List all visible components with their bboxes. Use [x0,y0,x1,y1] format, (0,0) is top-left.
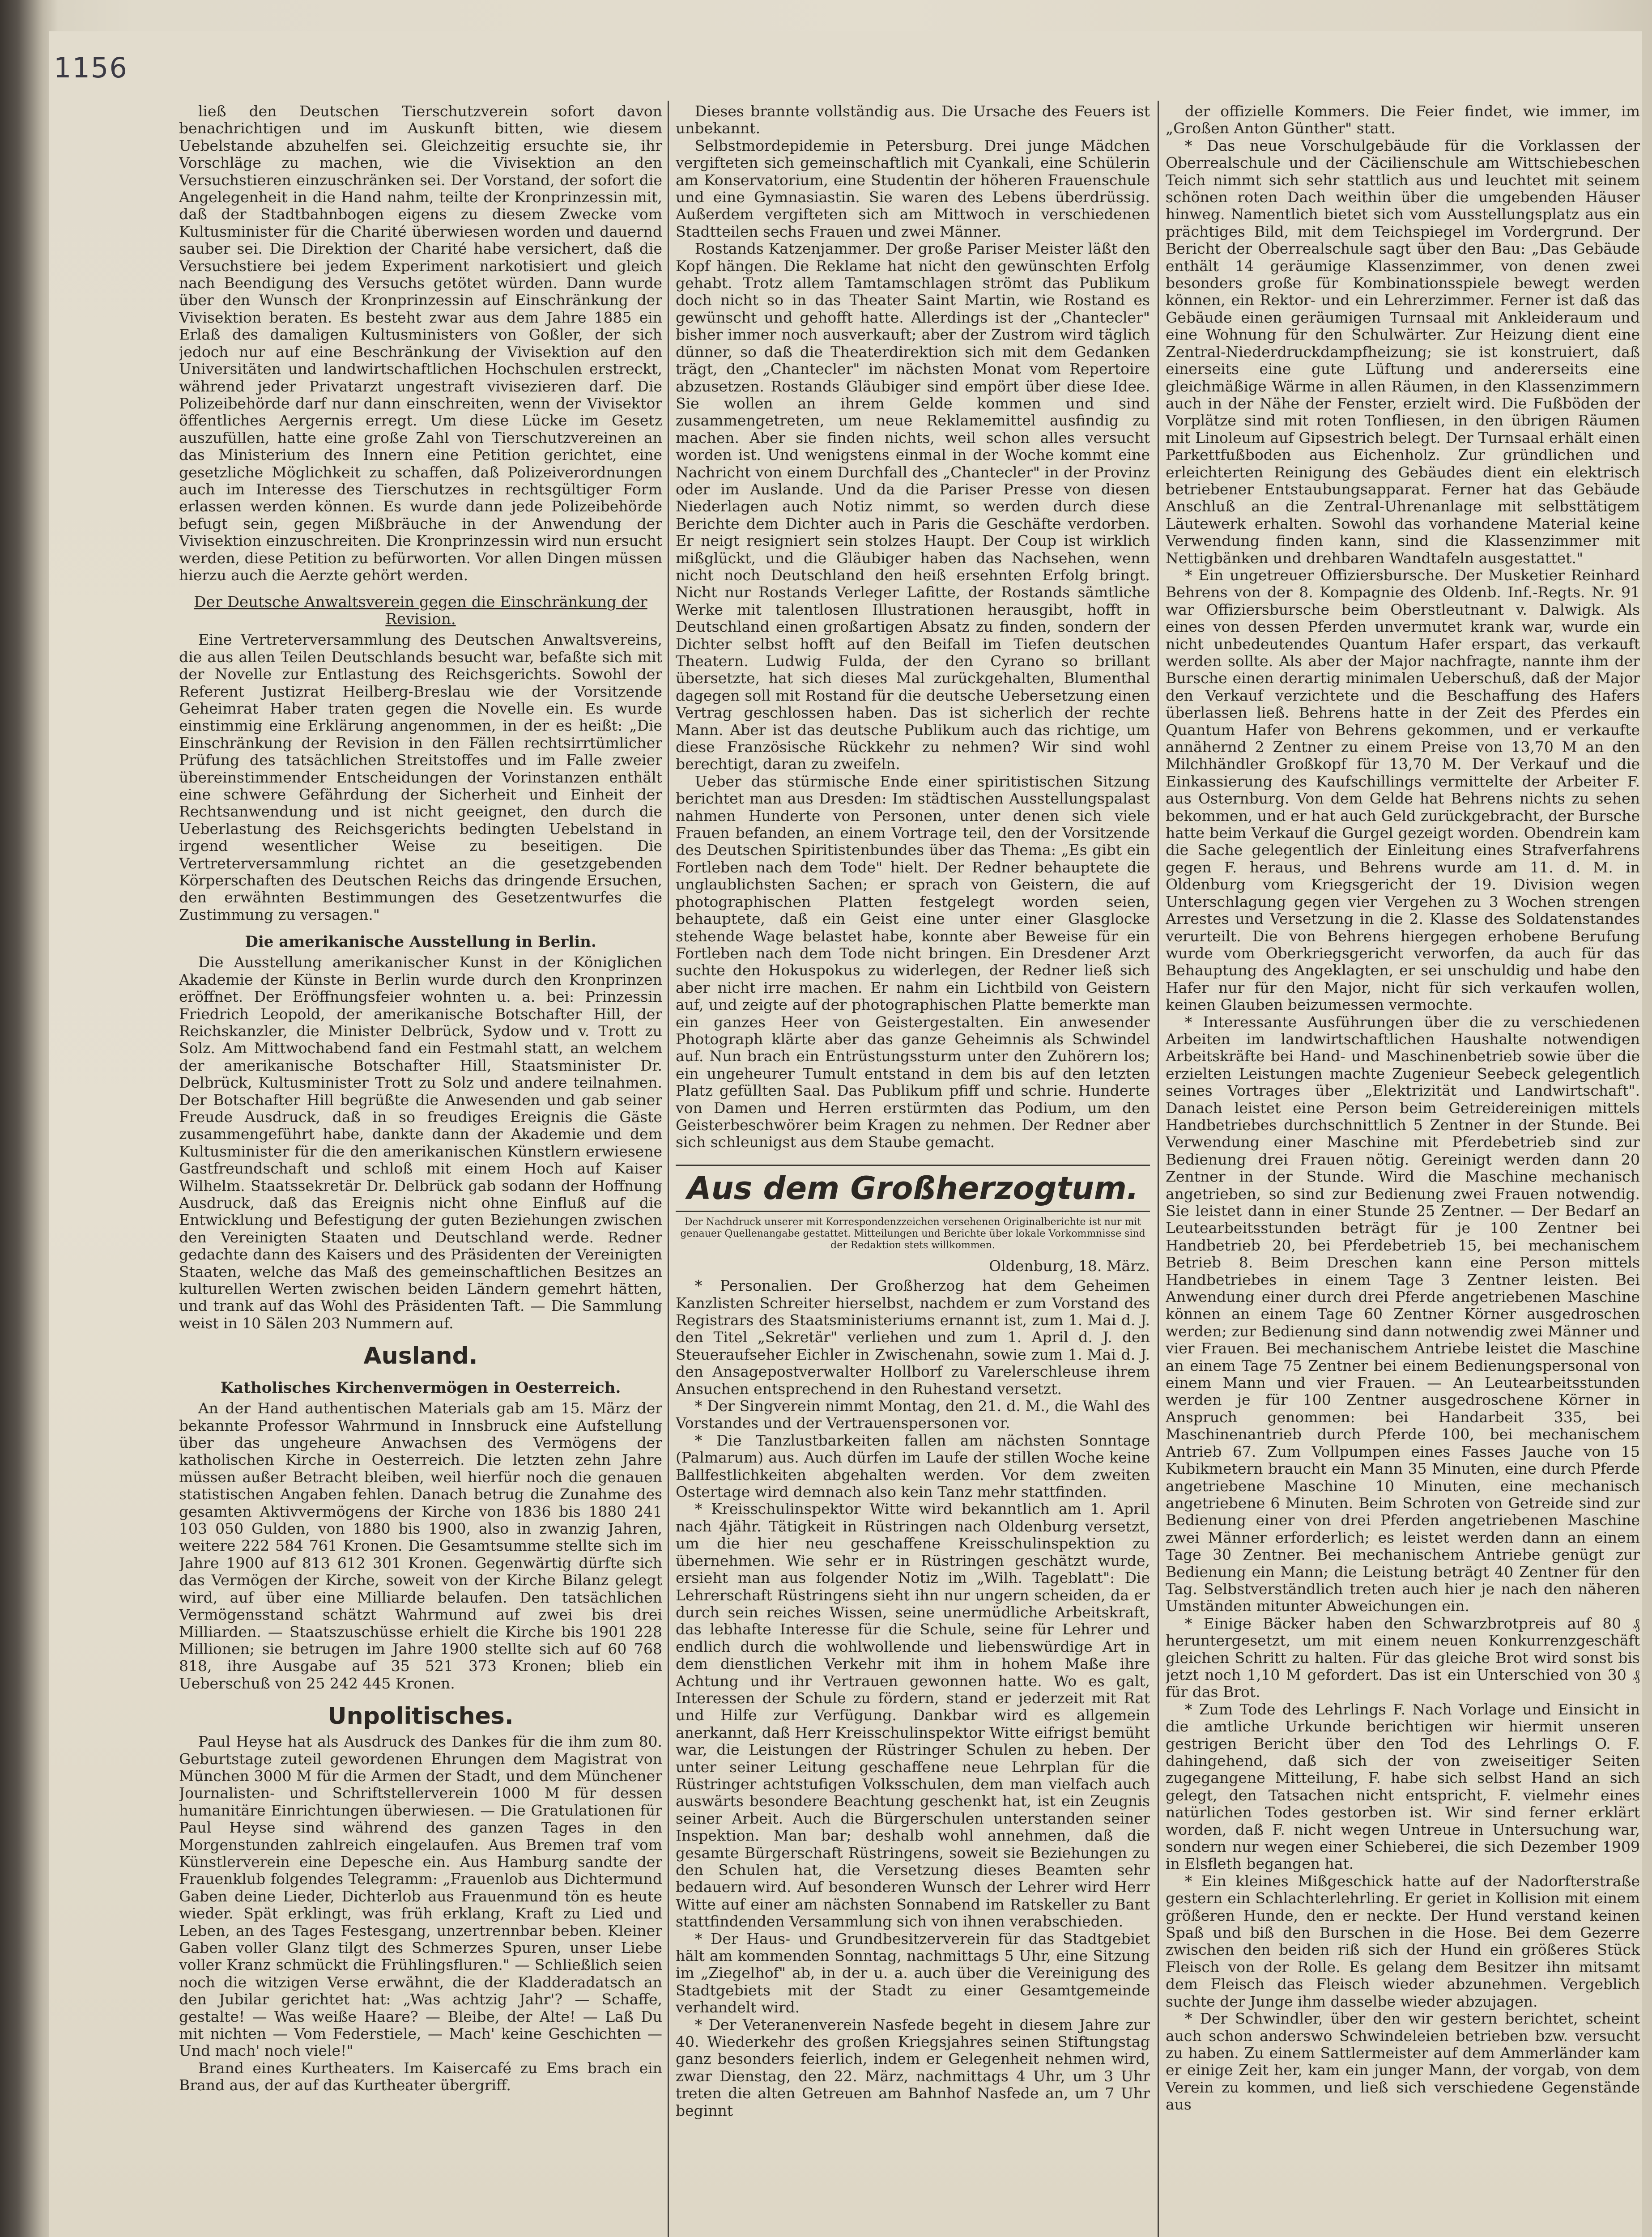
column-1 [179,103,662,2237]
reprint-notice: Der Nachdruck unserer mit Korrespondenzzeichen versehenen Originalberichte ist nur mit genauer Quellenangabe gestattet. Mitteilungen und Berichte über lokale Vorkommnisse sind der Redaktion stets willkommen. [680,1216,1145,1251]
article-text: * Der Veteranenverein Nasfede begeht in diesem Jahre zur 40. Wiederkehr des großen Kriegsjahres seinen Stiftungstag ganz besonders feierlich, indem er Gelegenheit nehmen wird, zwar Dienstag, den 22. März, nachmittags 4 Uhr, um 3 Uhr treten die alten Getreuen am Bahnhof Nasfede an, um 7 Uhr beginnt [676,2016,1150,2119]
column-rule [1158,101,1159,2237]
article-text: Paul Heyse hat als Ausdruck des Dankes für die ihm zum 80. Geburtstage zuteil gewordenen Ehrungen dem Magistrat von München 3000 M für die Armen der Stadt, und dem Münchener Journalisten- und Schriftstellerverein 1000 M für dessen humanitäre Einrichtungen überwiesen. — Die Gratulationen für Paul Heyse sind während des ganzen Tages in den Morgenstunden zahlreich eingelaufen. Aus Bremen traf vom Künstlerverein eine Depesche ein. Aus Hamburg sandte der Frauenklub folgendes Telegramm: „Frauenlob aus Dichtermund Gaben deine Lieder, Dichterlob aus Frauenmund tön es heute wieder. Spät erklingt, was früh erklang, Kraft zu Lied und Leben, an des Tages Festesgang, unzertrennbar beben. Kleiner Gaben voller Glanz tilgt des Schmerzes Spuren, unser Liebe voller Kranz schmückt die Frühlingsfluren." — Schließlich seien noch die witzigen Verse erwähnt, die der Kladderadatsch an den Jubilar gerichtet hat: „Was achtzig Jahr'? — Schaffe, gestalte! — Was weiße Haare? — Bleibe, der Alte! — Laß Du mit nichten — Vom Federstiele, — Mach' keine Geschichten — Und mach' noch viele!" [179,1733,662,2060]
article-text: Selbstmordepidemie in Petersburg. Drei junge Mädchen vergifteten sich gemeinschaftlich mit Cyankali, eine Schülerin am Konservatorium, eine Studentin der höheren Frauenschule und eine Gymnasiastin. Sie waren des Lebens überdrüssig. Außerdem vergifteten sich am Mittwoch in verschiedenen Stadtteilen sechs Frauen und zwei Männer. [676,136,1150,240]
article-headline: Die amerikanische Ausstellung in Berlin. [245,933,596,951]
article-text: Die Ausstellung amerikanischer Kunst in der Königlichen Akademie der Künste in Berlin wurde durch den Kronprinzen eröffnet. Der Eröffnungsfeier wohnten u. a. bei: Prinzessin Friedrich Leopold, der amerikanische Botschafter Hill, der Reichskanzler, die Minister Delbrück, Sydow und v. Trott zu Solz. Am Mittwochabend fand ein Festmahl statt, an welchem der amerikanische Botschafter Hill, Staatsminister Dr. Delbrück, Kultusminister Trott zu Solz und andere teilnahmen. Der Botschafter Hill begrüßte die Anwesenden und gab seiner Freude Ausdruck, daß in so freudiges Ereignis die Gäste zusammengeführt habe, dankte dann der Akademie und dem Kultusminister für die den amerikanischen Künstlern erwiesene Gastfreundschaft und schloß mit einem Hoch auf Kaiser Wilhelm. Staatssekretär Dr. Delbrück gab sodann der Hoffnung Ausdruck, daß das Ereignis nicht ohne Einfluß auf die Entwicklung und Befestigung der guten Beziehungen zwischen den Vereinigten Staaten und Deutschland werde. Redner gedachte dann des Kaisers und des Präsidenten der Vereinigten Staaten, welche das Maß des gemeinschaftlichen Besitzes an kulturellen Werten zwischen beiden Ländern gemehrt hätten, und trank auf das Wohl des Präsidenten Taft. — Die Sammlung weist in 10 Sälen 203 Nummern auf. [179,953,662,1332]
article-text: ließ den Deutschen Tierschutzverein sofort davon benachrichtigen und im Auskunft bitten, wie diesem Uebelstande abzuhelfen sei. Gleichzeitig ersuchte sie, ihr Vorschläge zu machen, wie die Vivisektion an den Versuchstieren einzuschränken sei. Der Vorstand, der sofort die Angelegenheit in die Hand nahm, teilte der Kronprinzessin mit, daß der Stadtbahnbogen eigens zu diesem Zwecke vom Kultusminister für die Charité überwiesen worden und dauernd sauber sei. Die Direktion der Charité habe versichert, daß die Versuchstiere bei jedem Experiment narkotisiert und gleich nach Beendigung des Versuchs getötet würden. Dann wurde über den Wunsch der Kronprinzessin auf Einschränkung der Vivisektion beraten. Es besteht zwar aus dem Jahre 1885 ein Erlaß des damaligen Kultusministers von Goßler, der sich jedoch nur auf eine Beschränkung der Vivisektion auf den Universitäten und landwirtschaftlichen Hochschulen erstreckt, während jeder Privatarzt ungestraft vivisezieren darf. Die Polizeibehörde darf nur dann einschreiten, wenn der Vivisektor öffentliches Aergernis erregt. Um diese Lücke im Gesetz auszufüllen, hatte eine große Zahl von Tierschutzvereinen an das Ministerium des Innern eine Petition gerichtet, eine gesetzliche Möglichkeit zu schaffen, daß Polizeiverordnungen auch im Interesse des Tierschutzes in rechtsgültiger Form erlassen werden können. Es wurde dann jede Polizeibehörde befugt sein, gegen Mißbräuche in der Anwendung der Vivisektion einzuschreiten. Die Kronprinzessin wird nun ersucht werden, diese Petition zu befürworten. Vor allen Dingen müssen hierzu auch die Aerzte gehört werden. [179,103,662,584]
article-text: * Zum Tode des Lehrlings F. Nach Vorlage und Einsicht in die amtliche Urkunde berichtigen wir hiermit unseren gestrigen Bericht über den Tod des Lehrlings O. F. dahingehend, daß sich der von zweiseitiger Seiten zugegangene Mitteilung, F. habe sich selbst Hand an sich gelegt, den Tatsachen nicht entspricht, F. vielmehr eines natürlichen Todes gestorben ist. Wir sind ferner erklärt worden, daß F. nicht wegen Untreue in Untersuchung war, sondern nur wegen einer Schieberei, die sich Dezember 1909 in Elsfleth begangen hat. [1166,1700,1640,1873]
article-text: * Personalien. Der Großherzog hat dem Geheimen Kanzlisten Schreiter hierselbst, nachdem er zum Vorstand des Registrars des Staatsministeriums ernannt ist, zum 1. Mai d. J. den Titel „Sekretär" verliehen und zum 1. April d. J. den Steueraufseher Eichler in Zwischenahn, sowie zum 1. Mai d. J. den Ansagepostverwalter Hollborf zu Varelerschleuse ihrem Ansuchen entsprechend in den Ruhestand versetzt. [676,1277,1150,1398]
article-text: Dieses brannte vollständig aus. Die Ursache des Feuers ist unbekannt. [676,103,1150,137]
section-heading: Unpolitisches. [328,1703,514,1730]
article-headline: Der Deutsche Anwaltsverein gegen die Einschränkung der Revision. [194,593,647,629]
article-text: * Kreisschulinspektor Witte wird bekanntlich am 1. April nach 4jähr. Tätigkeit in Rüstringen nach Oldenburg versetzt, um die hier neu geschaffene Kreisschulinspektion zu übernehmen. Wie sehr er in Rüstringen geschätzt wurde, ersieht man aus folgender Notiz im „Wilh. Tageblatt": Die Lehrerschaft Rüstringens sieht ihn nur ungern scheiden, da er durch sein reiches Wissen, seine unermüdliche Arbeitskraft, das lebhafte Interesse für die Schule, seine für Lehrer und endlich durch die wohlwollende und liebenswürdige Art in dem dienstlichen Verkehr mit ihm in hohem Maße ihre Achtung und ihr Vertrauen gewonnen hatte. Wo es galt, Interessen der Schule zu fördern, stand er jederzeit mit Rat und Hilfe zur Verfügung. Dankbar wird es allgemein anerkannt, daß Herr Kreisschulinspektor Witte eifrigst bemüht war, die Leistungen der Rüstringer Schulen zu heben. Der unter seiner Leitung geschaffene neue Lehrplan für die Rüstringer achtstufigen Volksschulen, dem man vielfach auch auswärts besondere Beachtung geschenkt hat, ist ein Zeugnis seiner Arbeit. Auch die Bürgerschulen unterstanden seiner Inspektion. Man bar; deshalb wohl annehmen, daß die gesamte Bürgerschaft Rüstringens, soweit sie Beziehungen zu den Schulen hat, die Versetzung dieses Beamten sehr bedauern wird. Auf besonderen Wunsch der Lehrer wird Herr Witte auf einer am nächsten Sonnabend im Ratskeller zu Bant stattfindenden Versammlung sich von ihnen verabschieden. [676,1500,1150,1931]
section-heading: Ausland. [363,1343,478,1370]
section-heading: Aus dem Großherzogtum. [676,1165,1150,1212]
article-headline: Katholisches Kirchenvermögen in Oesterreich. [220,1379,621,1397]
article-text: Ueber das stürmische Ende einer spiritistischen Sitzung berichtet man aus Dresden: Im städtischen Ausstellungspalast nahmen Hunderte von Personen, unter denen sich viele Frauen befanden, an einem Vortrage teil, den der Vorsitzende des Deutschen Spiritistenbundes über das Thema: „Es gibt ein Fortleben nach dem Tode" hielt. Der Redner behauptete die unglaublichsten Sachen; er sprach von Geistern, die auf photographischen Platten festgelegt worden seien, behauptete, daß ein Geist eine unter einer Glasglocke stehende Wage belastet habe, konnte aber Beweise für ein Fortleben nach dem Tode nicht bringen. Ein Dresdener Arzt suchte den Hokuspokus zu widerlegen, der Redner ließ sich aber nicht irre machen. Er nahm ein Lichtbild von Geistern auf, und zeigte auf der photographischen Platte bemerkte man ein ganzes Heer von Geistergestalten. Ein anwesender Photograph klärte aber das ganze Geheimnis als Schwindel auf. Nun brach ein Entrüstungssturm unter den Zuhörern los; ein ungeheurer Tumult entstand in dem bis auf den letzten Platz gefüllten Saal. Das Publikum pfiff und schrie. Hunderte von Damen und Herren erstürmten das Podium, um den Geisterbeschwörer beim Kragen zu nehmen. Der Redner aber sich schleunigst aus dem Staube gemacht. [676,772,1150,1151]
article-text: Rostands Katzenjammer. Der große Pariser Meister läßt den Kopf hängen. Die Reklame hat nicht den gewünschten Erfolg gehabt. Trotz allem Tamtamschlagen strömt das Publikum doch nicht so in das Theater Saint Martin, wie Rostand es gewünscht und gehofft hatte. Allerdings ist der „Chantecler" bisher immer noch ausverkauft; aber der Zustrom wird täglich dünner, so daß die Theaterdirektion sich mit dem Gedanken trägt, den „Chantecler" im nächsten Monat vom Repertoire abzusetzen. Rostands Gläubiger sind empört über diese Idee. Sie wollen an ihrem Gelde kommen und sind zusammengetreten, um neue Reklamemittel ausfindig zu machen. Aber sie finden nichts, weil schon alles versucht worden ist. Und wenigstens einmal in der Woche kommt eine Nachricht von einem Durchfall des „Chantecler" in der Provinz oder im Auslande. Und da die Pariser Presse von diesen Niederlagen auch Notiz nimmt, so werden durch diese Berichte dem Dichter auch in Paris die Geschäfte verdorben. Er neigt resigniert sein stolzes Haupt. Der Coup ist wirklich mißglückt, und die Gläubiger haben das Nachsehen, wenn nicht noch Deutschland den heiß ersehnten Erfolg bringt. Nicht nur Rostands Verleger Lafitte, der Rostands sämtliche Werke mit talentlosen Illustrationen herausgibt, hofft in Deutschland einen großartigen Absatz zu finden, sondern der Dichter selbst hofft auf den Beifall im Tiefen deutschen Theatern. Ludwig Fulda, der den Cyrano so brillant übersetzte, hat sich dieses Mal zurückgehalten, Blumenthal dagegen soll mit Rostand für die deutsche Uebersetzung einen Vertrag geschlossen haben. Das ist sicherlich der rechte Mann. Aber ist das deutsche Publikum auch das richtige, um diese Französische Rückkehr zu nehmen? Wir sind wohl berechtigt, daran zu zweifeln. [676,240,1150,773]
article-text: An der Hand authentischen Materials gab am 15. März der bekannte Professor Wahrmund in Innsbruck eine Aufstellung über das ungeheure Anwachsen des Vermögens der katholischen Kirche in Oesterreich. Die letzten zehn Jahre müssen außer Betracht bleiben, weil hierfür noch die genauen statistischen Angaben fehlen. Danach betrug die Zunahme des gesamten Aktivvermögens der Kirche von 1836 bis 1880 241 103 050 Gulden, von 1880 bis 1900, also in zwanzig Jahren, weitere 222 584 761 Kronen. Die Gesamtsumme stellte sich im Jahre 1900 auf 813 612 301 Kronen. Gegenwärtig dürfte sich das Vermögen der Kirche, soweit von der Kirche Bilanz gelegt wird, auf über eine Milliarde belaufen. Den tatsächlichen Vermögensstand schätzt Wahrmund auf zwei bis drei Milliarden. — Staatszuschüsse erhielt die Kirche bis 1901 228 Millionen; sie betrugen im Jahre 1900 stellte sich auf 60 768 818, ihre Ausgabe auf 35 521 373 Kronen; blieb ein Ueberschuß von 25 242 445 Kronen. [179,1399,662,1692]
handwritten-page-number: 1156 [54,51,128,84]
article-text: * Der Singverein nimmt Montag, den 21. d. M., die Wahl des Vorstandes und der Vertrauenspersonen vor. [676,1397,1150,1432]
article-text: * Der Schwindler, über den wir gestern berichtet, scheint auch schon anderswo Schwindeleien betrieben bzw. versucht zu haben. Zu einem Sattlermeister auf dem Ammerländer kam er einige Zeit her, kam ein junger Mann, der vorgab, von dem Verein zu kommen, und ließ sich verschiedene Gegenstände aus [1166,2010,1640,2114]
article-text: * Der Haus- und Grundbesitzerverein für das Stadtgebiet hält am kommenden Sonntag, nachmittags 5 Uhr, eine Sitzung im „Ziegelhof" ab, in der u. a. auch über die Vereinigung des Stadtgebiets mit der Stadt zu einer Gesamtgemeinde verhandelt wird. [676,1930,1150,2016]
article-text: Eine Vertreterversammlung des Deutschen Anwaltsvereins, die aus allen Teilen Deutschlands besucht war, befaßte sich mit der Novelle zur Entlastung des Reichsgerichts. Sowohl der Referent Justizrat Heilberg-Breslau wie der Vorsitzende Geheimrat Haber traten gegen die Novelle ein. Es wurde einstimmig eine Erklärung angenommen, in der es heißt: „Die Einschränkung der Revision in den Fällen rechtsirrtümlicher Prüfung des tatsächlichen Streitstoffes und im Falle zweier übereinstimmender Entscheidungen der Vorinstanzen enthält eine schwere Gefährdung der Sicherheit und Einheit der Rechtsanwendung und ist nicht geeignet, den durch die Ueberlastung des Reichsgerichts bedingten Uebelstand in irgend wesentlicher Weise zu beseitigen. Die Vertreterversammlung richtet an die gesetzgebenden Körperschaften des Deutschen Reichs das dringende Ersuchen, den erwähnten Bestimmungen des Gesetzentwurfes die Zustimmung zu versagen." [179,631,662,923]
column-rule [668,101,669,2237]
article-text: * Das neue Vorschulgebäude für die Vorklassen der Oberrealschule und der Cäcilienschule am Wittschiebeschen Teich nimmt sich sehr stattlich aus und leuchtet mit seinem schönen roten Dach weithin über die umgebenden Häuser hinweg. Namentlich bietet sich vom Ausstellungsplatz aus ein prächtiges Bild, mit dem Teichspiegel im Vordergrund. Der Bericht der Oberrealschule sagt über den Bau: „Das Gebäude enthält 14 geräumige Klassenzimmer, von denen zwei besonders große für Kombinationsspiele bewegt werden können, ein Rektor- und ein Lehrerzimmer. Ferner ist daß das Gebäude einen geräumigen Turnsaal mit Ankleideraum und eine Wohnung für den Schulwärter. Zur Heizung dient eine Zentral-Niederdruckdampfheizung; sie ist konstruiert, daß einerseits eine gute Lüftung und andererseits eine gleichmäßige Wärme in allen Räumen, in den Klassenzimmern auch in der Nähe der Fenster, erzielt wird. Die Fußböden der Vorplätze sind mit roten Tonfliesen, in den übrigen Räumen mit Linoleum auf Gipsestrich belegt. Der Turnsaal erhält einen Parkettfußboden aus Eichenholz. Zur gründlichen und erleichterten Reinigung des Gebäudes dient ein elektrisch betriebener Entstaubungsapparat. Ferner hat das Gebäude Anschluß an die Zentral-Uhrenanlage mit selbsttätigem Läutewerk erhalten. Sowohl das vorhandene Material keine Verwendung finden kann, sind die Klassenzimmer mit Nettigbänken und drehbaren Wandtafeln ausgestattet." [1166,136,1640,567]
article-text: * Ein kleines Mißgeschick hatte auf der Nadorfterstraße gestern ein Schlachterlehrling. Er geriet in Kollision mit einem größeren Hunde, den er neckte. Der Hund verstand keinen Spaß und biß den Burschen in die Hose. Bei dem Gezerre zwischen den beiden riß sich der Hund ein größeres Stück Fleisch von der Rolle. Es gelang dem Besitzer ihn mitsamt dem Fleisch das Fleisch wieder abzunehmen. Vergeblich suchte der Junge ihm dasselbe wieder abzujagen. [1166,1872,1640,2010]
dateline: Oldenburg, 18. März. [989,1257,1150,1275]
column-3 [1166,103,1640,2237]
column-2 [676,103,1150,2237]
article-text: * Interessante Ausführungen über die zu verschiedenen Arbeiten im landwirtschaftlichen Haushalte notwendigen Arbeitskräfte bei Hand- und Maschinenbetrieb sowie über die erzielten Leistungen machte Zugenieur Seebeck gelegentlich seines Vortrages über „Elektrizität und Landwirtschaft". Danach leistet eine Person beim Getreidereinigen mittels Handbetriebes durchschnittlich 5 Zentner in der Stunde. Bei Verwendung einer Maschine mit Pferdebetrieb sind zur Bedienung drei Frauen nötig. Gereinigt werden dann 20 Zentner in der Stunde. Wird die Maschine mechanisch angetrieben, so sind zur Bedienung zwei Frauen notwendig. Sie leistet dann in einer Stunde 25 Zentner. — Der Bedarf an Leutearbeitsstunden beträgt für je 100 Zentner bei Handbetrieb 20, bei Pferdebetrieb 15, bei mechanischem Betrieb 8. Beim Dreschen kann eine Person mittels Handbetriebes in einem Tage 3 Zentner leisten. Bei Anwendung einer durch drei Pferde angetriebenen Maschine können an einem Tage 60 Zentner Körner ausgedroschen werden; zur Bedienung sind dann notwendig zwei Männer und vier Frauen. Bei mechanischem Antriebe leistet die Maschine an einem Tage 75 Zentner bei einem Bedienungspersonal von einem Mann und vier Frauen. — An Leutearbeitsstunden werden je für 100 Zentner ausgedroschene Körner in Anspruch genommen: bei Handarbeit 335, bei Maschinenantrieb durch Pferde 100, bei mechanischem Antrieb 67. Zum Vollpumpen eines Fasses Jauche von 15 Kubikmetern braucht ein Mann 35 Minuten, eine durch Pferde angetriebene Maschine 10 Minuten, eine mechanisch angetriebene 6 Minuten. Beim Schroten von Getreide sind zur Bedienung einer von drei Pferden angetriebenen Maschine zwei Männer erforderlich; es leistet werden dann an einem Tage 30 Zentner. Bei mechanischem Antriebe genügt zur Bedienung ein Mann; die Leistung beträgt 40 Zentner für den Tag. Selbstverständlich treten auch hier je nach den näheren Umständen mitunter Abweichungen ein. [1166,1013,1640,1615]
article-text: der offizielle Kommers. Die Feier findet, wie immer, im „Großen Anton Günther" statt. [1166,103,1640,137]
article-text: * Ein ungetreuer Offiziersbursche. Der Musketier Reinhard Behrens von der 8. Kompagnie des Oldenb. Inf.-Regts. Nr. 91 war Offiziersbursche beim Oberstleutnant v. Dalwigk. Als eines von dessen Pferden unvermutet krank war, wurde ein nicht unbedeutendes Quantum Hafer erspart, das verkauft werden sollte. Als aber der Major nachfragte, nannte ihm der Bursche einen derartig minimalen Ueberschuß, daß der Major den Verkauf verzichtete und die Beschaffung des Hafers überlassen ließ. Behrens hatte in der Zeit des Pferdes ein Quantum Hafer von Behrens gekommen, und er verkaufte annähernd 2 Zentner zu einem Preise von 13,70 M an den Milchhändler Großkopf für 13,70 M. Der Verkauf und die Einkassierung des Kaufschillings vermittelte der Arbeiter F. aus Osternburg. Von dem Gelde hat Behrens nichts zu sehen bekommen, und er hat auch Geld zurückgebracht, der Bursche hatte beim Verkauf die Gurgel gezeigt worden. Obendrein kam die Sache gelegentlich der Einleitung eines Strafverfahrens gegen F. heraus, und Behrens wurde am 11. d. M. in Oldenburg vom Kriegsgericht der 19. Division wegen Unterschlagung gegen vier Vergehen zu 3 Wochen strengen Arrestes und Versetzung in die 2. Klasse des Soldatenstandes verurteilt. Die von Behrens hiergegen erhobene Berufung wurde vom Oberkriegsgericht verworfen, da auch für das Behauptung des Angeklagten, er sei unschuldig und habe den Hafer nur für den Major, nicht für sich verkaufen wollen, keinen Glauben beizumessen vermochte. [1166,566,1640,1014]
article-text: * Die Tanzlustbarkeiten fallen am nächsten Sonntage (Palmarum) aus. Auch dürfen im Laufe der stillen Woche keine Ballfestlichkeiten abgehalten werden. Vor dem zweiten Ostertage wird demnach also kein Tanz mehr stattfinden. [676,1431,1150,1501]
article-text: Brand eines Kurtheaters. Im Kaisercafé zu Ems brach ein Brand aus, der auf das Kurtheater übergriff. [179,2059,662,2094]
article-text: * Einige Bäcker haben den Schwarzbrotpreis auf 80 ₰ heruntergesetzt, um mit einem neuen Konkurrenzgeschäft gleichen Schritt zu halten. Für das gleiche Brot wird sonst bis jetzt noch 1,10 M gefordert. Das ist ein Unterschied von 30 ₰ für das Brot. [1166,1614,1640,1701]
